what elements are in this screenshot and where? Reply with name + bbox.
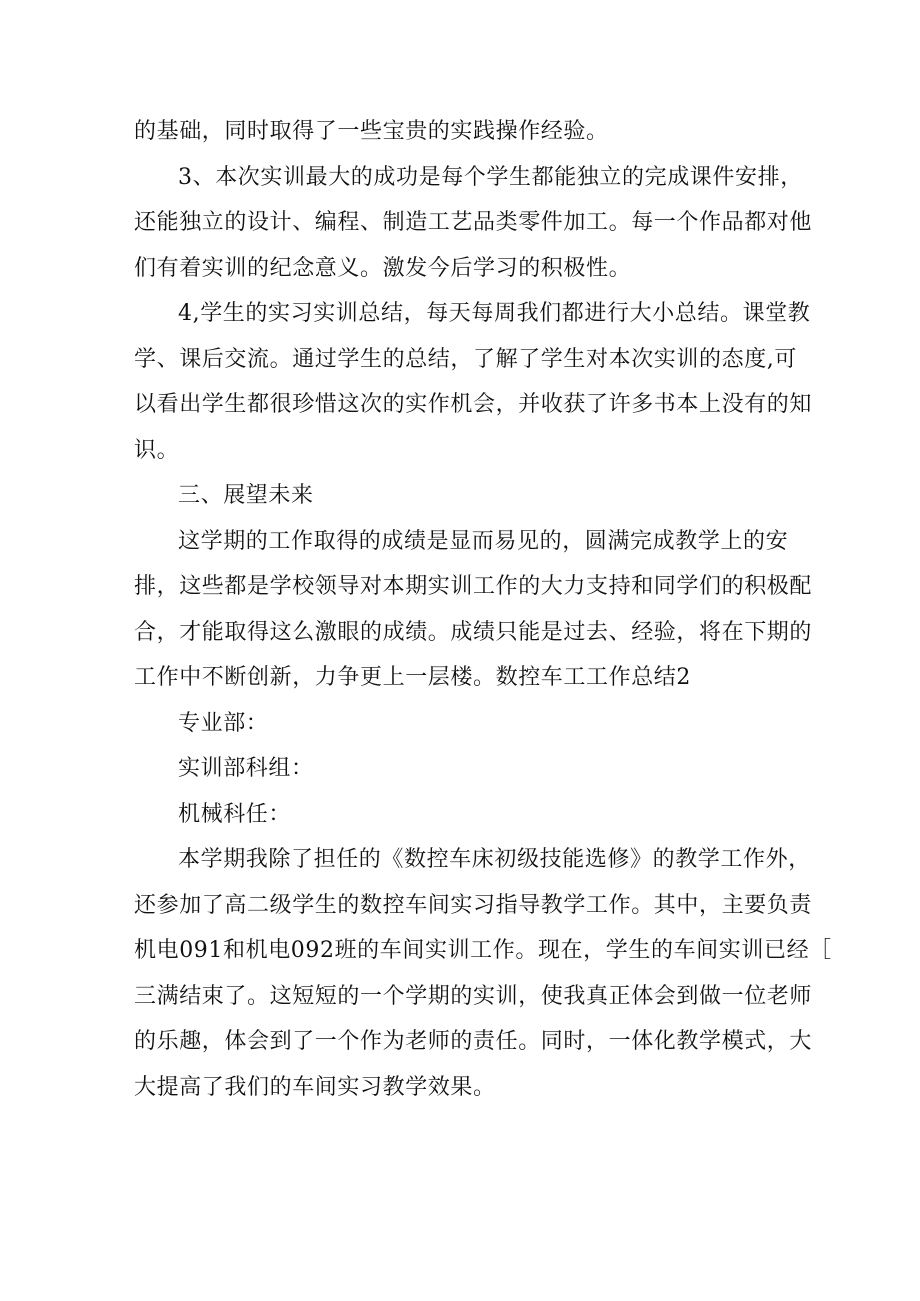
text-line: 识。: [134, 437, 180, 463]
text-line: 三满结束了。这短短的一个学期的实训，使我真正体会到做一位老师: [134, 983, 813, 1009]
section-heading: 三、展望未来: [178, 483, 314, 508]
text-line: 排，这些都是学校领导对本期实训工作的大力支持和同学们的积极配: [134, 574, 813, 599]
document-body: [134, 109, 832, 1110]
text-line: 工作中不断创新，力争更上一层楼。数控车工工作总结2: [134, 665, 691, 690]
text-line: 的乐趣，体会到了一个作为老师的责任。同时，一体化教学模式，大: [134, 1029, 813, 1054]
text-line: 的基础，同时取得了一些宝贵的实践操作经验。: [134, 119, 609, 144]
text-line: 学、课后交流。通过学生的总结，了解了学生对本次实训的态度,可: [134, 346, 797, 372]
text-line: 机电091和机电092班的车间实训工作。现在，学生的车间实训已经［: [134, 938, 832, 963]
text-line: 4,学生的实习实训总结，每天每周我们都进行大小总结。课堂教: [178, 301, 811, 326]
text-line: 3、本次实训最大的成功是每个学生都能独立的完成课件安排，: [178, 164, 803, 190]
text-line: 还能独立的设计、编程、制造工艺品类零件加工。每一个作品都对他: [134, 210, 813, 235]
text-line: 这学期的工作取得的成绩是显而易见的，圆满完成教学上的安: [178, 528, 789, 554]
text-line: 以看出学生都很珍惜这次的实作机会，并收获了许多书本上没有的知: [134, 392, 813, 417]
text-line: 大提高了我们的车间实习教学效果。: [134, 1074, 496, 1100]
field-label-teacher: 机械科任：: [178, 801, 292, 827]
field-label-department: 专业部：: [178, 710, 269, 736]
text-line: 本学期我除了担任的《数控车床初级技能选修》的教学工作外，: [178, 847, 811, 872]
text-line: 还参加了高二级学生的数控车间实习指导教学工作。其中，主要负责: [134, 892, 813, 918]
text-line: 们有着实训的纪念意义。激发今后学习的积极性。: [134, 255, 632, 281]
field-label-training-group: 实训部科组：: [178, 756, 314, 781]
text-line: 合，才能取得这么激眼的成绩。成绩只能是过去、经验，将在下期的: [134, 619, 813, 645]
